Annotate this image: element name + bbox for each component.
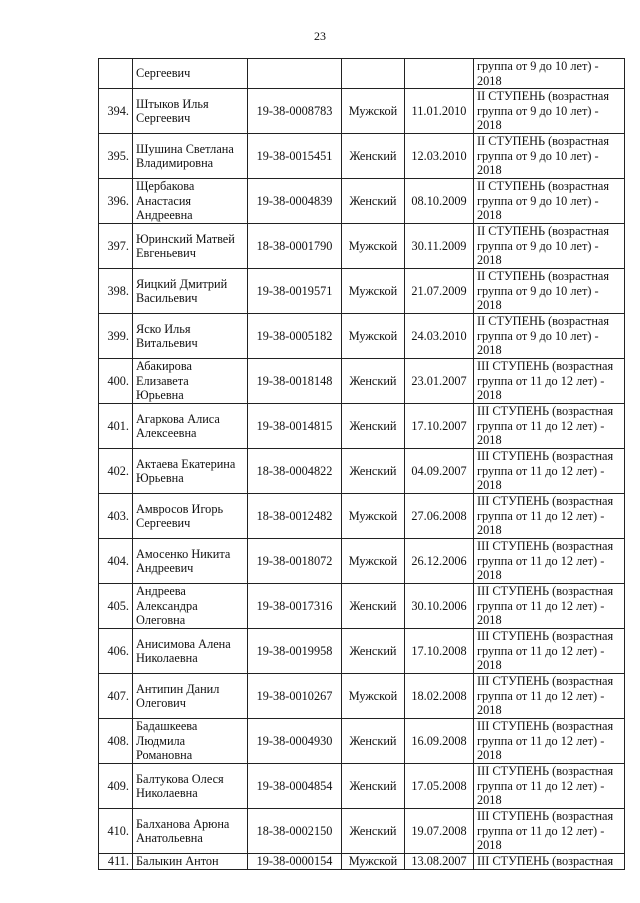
participant-name-line: Балыкин Антон [136,854,219,869]
age-group-line: группа от 11 до 12 лет) - [477,778,605,793]
participant-name-cell [133,314,248,359]
uin-cell: 19-38-0018148 [248,359,342,404]
age-group-line: II СТУПЕНЬ (возрастная [477,179,610,194]
age-group-line: 2018 [477,208,502,223]
gender-cell: Мужской [342,539,405,584]
participant-name-line: Антипин Данил [136,681,220,696]
participant-name-line: Олеговна [136,613,186,628]
participant-name-line: Алексеевна [136,426,197,440]
gender-cell: Мужской [342,224,405,269]
age-group-line: II СТУПЕНЬ (возрастная [477,89,610,104]
participant-name-cell [133,404,248,449]
age-group-line: 2018 [477,748,502,763]
birth-date-cell: 18.02.2008 [405,674,474,719]
age-group-line: группа от 11 до 12 лет) - [477,688,605,703]
participant-name-cell [133,764,248,809]
participant-name-line: Штыков Илья [136,96,209,111]
age-group-cell [474,494,625,539]
participant-name-cell [133,134,248,179]
age-group-cell [474,89,625,134]
participant-name-line: Юрьевна [136,388,184,403]
participant-name-line: Анисимова Алена [136,636,231,651]
age-group-line: II СТУПЕНЬ (возрастная [477,269,610,284]
age-group-line: III СТУПЕНЬ (возрастная [477,719,614,734]
birth-date-cell: 08.10.2009 [405,179,474,224]
age-group-line: 2018 [477,388,502,403]
gender-cell: Мужской [342,494,405,539]
table-row [99,179,625,224]
uin-cell: 19-38-0004930 [248,719,342,764]
birth-date-cell: 30.10.2006 [405,584,474,629]
gender-cell: Женский [342,359,405,404]
age-group-cell [474,674,625,719]
age-group-line: II СТУПЕНЬ (возрастная [477,314,610,329]
uin-cell: 19-38-0008783 [248,89,342,134]
participant-name-line: Евгеньевич [136,246,196,260]
age-group-line: 2018 [477,838,502,853]
participant-name-line: Юринский Матвей [136,231,235,246]
gender-cell: Женский [342,584,405,629]
participant-name-cell [133,494,248,539]
page-number: 23 [314,29,326,43]
birth-date-cell: 24.03.2010 [405,314,474,359]
participant-name-line: Анастасия [136,193,192,208]
row-number-cell: 401. [99,404,133,449]
uin-cell: 19-38-0000154 [248,854,342,870]
participant-name-cell [133,584,248,629]
participant-name-line: Балханова Арюна [136,816,230,831]
birth-date-cell: 23.01.2007 [405,359,474,404]
age-group-line: группа от 9 до 10 лет) - [477,103,599,118]
age-group-line: III СТУПЕНЬ (возрастная [477,764,614,779]
age-group-line: группа от 11 до 12 лет) - [477,643,605,658]
row-number-cell: 399. [99,314,133,359]
age-group-line: III СТУПЕНЬ (возрастная [477,539,614,554]
gender-cell: Мужской [342,269,405,314]
uin-cell: 18-38-0001790 [248,224,342,269]
uin-cell: 19-38-0017316 [248,584,342,629]
participant-name-line: Анатольевна [136,831,203,845]
age-group-cell [474,539,625,584]
uin-cell: 19-38-0018072 [248,539,342,584]
participant-name-line: Сергеевич [136,516,191,530]
age-group-line: группа от 11 до 12 лет) - [477,598,605,613]
birth-date-cell: 13.08.2007 [405,854,474,870]
uin-cell: 18-38-0002150 [248,809,342,854]
age-group-cell [474,359,625,404]
age-group-cell [474,314,625,359]
age-group-line: III СТУПЕНЬ (возрастная [477,674,614,689]
participant-name-line: Владимировна [136,156,214,170]
gender-cell: Женский [342,134,405,179]
birth-date-cell: 21.07.2009 [405,269,474,314]
participant-name-line: Николаевна [136,786,198,800]
participant-name-line: Амосенко Никита [136,546,231,561]
participant-name-line: Шушина Светлана [136,141,234,156]
uin-cell: 19-38-0004854 [248,764,342,809]
row-number-cell: 403. [99,494,133,539]
birth-date-cell: 26.12.2006 [405,539,474,584]
birth-date-cell: 19.07.2008 [405,809,474,854]
birth-date-cell: 30.11.2009 [405,224,474,269]
age-group-cell [474,134,625,179]
age-group-line: 2018 [477,118,502,133]
gender-cell: Мужской [342,89,405,134]
participant-name-cell [133,629,248,674]
age-group-cell [474,719,625,764]
age-group-line: III СТУПЕНЬ (возрастная [477,494,614,509]
participant-name-cell [133,359,248,404]
age-group-line: 2018 [477,163,502,178]
row-number-cell: 410. [99,809,133,854]
table-row [99,854,625,870]
row-number-cell: 407. [99,674,133,719]
age-group-line: группа от 11 до 12 лет) - [477,508,605,523]
table-row [99,584,625,629]
gender-cell: Женский [342,764,405,809]
birth-date-cell: 17.10.2007 [405,404,474,449]
row-number-cell [99,59,133,89]
participant-name-cell [133,224,248,269]
age-group-line: 2018 [477,613,502,628]
participant-name-cell [133,179,248,224]
gender-cell: Мужской [342,854,405,870]
age-group-line: 2018 [477,298,502,313]
age-group-line: II СТУПЕНЬ (возрастная [477,134,610,149]
participant-name-cell [133,854,248,870]
row-number-cell: 395. [99,134,133,179]
participants-table-body [99,59,625,870]
age-group-cell [474,269,625,314]
age-group-line: III СТУПЕНЬ (возрастная [477,359,614,374]
row-number-cell: 408. [99,719,133,764]
row-number-cell: 411. [99,854,133,870]
age-group-line: группа от 9 до 10 лет) - [477,193,599,208]
age-group-cell [474,854,625,870]
uin-cell: 18-38-0012482 [248,494,342,539]
row-number-cell: 398. [99,269,133,314]
age-group-line: III СТУПЕНЬ (возрастная [477,629,614,644]
participant-name-line: Щербакова [136,179,195,194]
age-group-cell [474,449,625,494]
row-number-cell: 400. [99,359,133,404]
age-group-line: группа от 11 до 12 лет) - [477,373,605,388]
uin-cell [248,59,342,89]
uin-cell: 19-38-0019958 [248,629,342,674]
participant-name-line: Балтукова Олеся [136,771,224,786]
age-group-line: 2018 [477,73,502,88]
age-group-line: 2018 [477,343,502,358]
table-row [99,59,625,89]
table-row [99,224,625,269]
participant-name-line: Сергеевич [136,66,191,81]
participant-name-line: Абакирова [136,359,192,374]
participant-name-line: Андреевич [136,561,194,575]
age-group-cell [474,59,625,89]
birth-date-cell: 27.06.2008 [405,494,474,539]
table-row [99,134,625,179]
participant-name-line: Андреевна [136,208,193,223]
age-group-line: 2018 [477,658,502,673]
birth-date-cell: 17.05.2008 [405,764,474,809]
age-group-line: группа от 11 до 12 лет) - [477,733,605,748]
participant-name-cell [133,674,248,719]
age-group-line: группа от 9 до 10 лет) - [477,238,599,253]
birth-date-cell: 11.01.2010 [405,89,474,134]
table-row [99,314,625,359]
gender-cell: Женский [342,449,405,494]
age-group-line: 2018 [477,568,502,583]
table-row [99,359,625,404]
uin-cell: 19-38-0019571 [248,269,342,314]
participant-name-line: Николаевна [136,651,198,665]
age-group-line: группа от 11 до 12 лет) - [477,553,605,568]
participant-name-line: Елизавета [136,373,189,388]
table-row [99,269,625,314]
row-number-cell: 396. [99,179,133,224]
table-row [99,449,625,494]
uin-cell: 19-38-0015451 [248,134,342,179]
participant-name-line: Сергеевич [136,111,191,125]
age-group-cell [474,404,625,449]
participant-name-line: Витальевич [136,336,198,350]
participants-table [98,58,625,870]
participant-name-line: Романовна [136,748,193,763]
age-group-cell [474,179,625,224]
participant-name-line: Агаркова Алиса [136,411,220,426]
age-group-line: группа от 11 до 12 лет) - [477,823,605,838]
table-row [99,89,625,134]
participant-name-line: Людмила [136,733,186,748]
row-number-cell: 409. [99,764,133,809]
age-group-cell [474,629,625,674]
age-group-line: III СТУПЕНЬ (возрастная [477,854,614,869]
participant-name-line: Юрьевна [136,471,184,485]
participant-name-line: Яско Илья [136,321,191,336]
birth-date-cell: 12.03.2010 [405,134,474,179]
uin-cell: 19-38-0014815 [248,404,342,449]
row-number-cell: 402. [99,449,133,494]
row-number-cell: 394. [99,89,133,134]
participant-name-cell [133,89,248,134]
participant-name-cell [133,539,248,584]
gender-cell: Женский [342,629,405,674]
participant-name-line: Олегович [136,696,186,710]
age-group-cell [474,584,625,629]
participant-name-cell [133,449,248,494]
age-group-cell [474,764,625,809]
gender-cell: Мужской [342,674,405,719]
participant-name-cell [133,809,248,854]
age-group-line: группа от 11 до 12 лет) - [477,418,605,433]
participant-name-cell [133,59,248,89]
gender-cell: Женский [342,404,405,449]
birth-date-cell: 04.09.2007 [405,449,474,494]
birth-date-cell: 17.10.2008 [405,629,474,674]
row-number-cell: 406. [99,629,133,674]
uin-cell: 18-38-0004822 [248,449,342,494]
gender-cell: Женский [342,809,405,854]
age-group-cell [474,224,625,269]
age-group-line: 2018 [477,793,502,808]
age-group-line: группа от 9 до 10 лет) - [477,148,599,163]
age-group-line: III СТУПЕНЬ (возрастная [477,809,614,824]
age-group-line: группа от 9 до 10 лет) - [477,328,599,343]
table-row [99,674,625,719]
age-group-line: группа от 9 до 10 лет) - [477,59,599,73]
participant-name-line: Яицкий Дмитрий [136,276,228,291]
participant-name-cell [133,719,248,764]
participant-name-line: Амвросов Игорь [136,501,224,516]
participant-name-cell [133,269,248,314]
uin-cell: 19-38-0010267 [248,674,342,719]
age-group-line: 2018 [477,703,502,718]
table-row [99,404,625,449]
age-group-line: группа от 9 до 10 лет) - [477,283,599,298]
gender-cell: Женский [342,179,405,224]
age-group-line: 2018 [477,433,502,448]
participant-name-line: Андреева [136,584,186,599]
gender-cell [342,59,405,89]
uin-cell: 19-38-0005182 [248,314,342,359]
age-group-line: 2018 [477,253,502,268]
row-number-cell: 405. [99,584,133,629]
participant-name-line: Васильевич [136,291,198,305]
birth-date-cell: 16.09.2008 [405,719,474,764]
gender-cell: Женский [342,719,405,764]
table-row [99,539,625,584]
age-group-cell [474,809,625,854]
participant-name-line: Бадашкеева [136,719,198,734]
table-row [99,809,625,854]
age-group-line: III СТУПЕНЬ (возрастная [477,404,614,419]
uin-cell: 19-38-0004839 [248,179,342,224]
age-group-line: III СТУПЕНЬ (возрастная [477,584,614,599]
age-group-line: группа от 11 до 12 лет) - [477,463,605,478]
gender-cell: Мужской [342,314,405,359]
age-group-line: III СТУПЕНЬ (возрастная [477,449,614,464]
row-number-cell: 397. [99,224,133,269]
participant-name-line: Александра [136,598,198,613]
table-row [99,494,625,539]
birth-date-cell [405,59,474,89]
participant-name-line: Актаева Екатерина [136,456,236,471]
row-number-cell: 404. [99,539,133,584]
table-row [99,764,625,809]
table-row [99,719,625,764]
age-group-line: 2018 [477,523,502,538]
table-row [99,629,625,674]
age-group-line: II СТУПЕНЬ (возрастная [477,224,610,239]
age-group-line: 2018 [477,478,502,493]
